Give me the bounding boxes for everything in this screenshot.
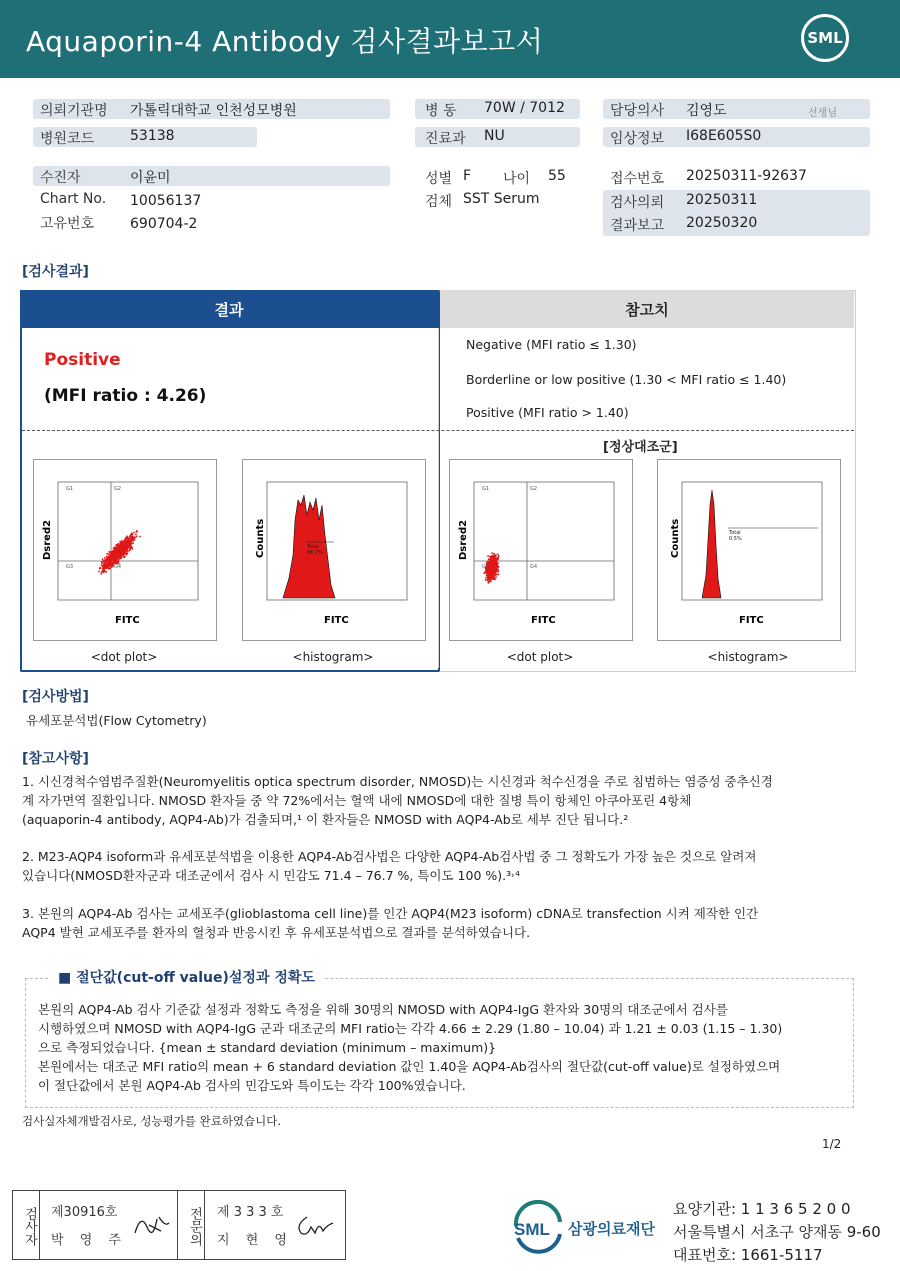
hospcode-value: 53138 <box>130 128 175 144</box>
patient-event-dot <box>114 547 116 549</box>
receipt-value: 20250311-92637 <box>686 168 807 184</box>
control-event-dot <box>497 574 499 576</box>
patient-event-dot <box>135 534 137 536</box>
tester-license: 제30916호 <box>51 1205 118 1220</box>
control-event-dot <box>487 570 489 572</box>
control-event-dot <box>491 574 493 576</box>
control-event-dot <box>487 555 489 557</box>
patient-hist-caption: <histogram> <box>292 650 374 664</box>
patient-event-dot <box>119 544 121 546</box>
control-dot-caption: <dot plot> <box>506 650 574 664</box>
institution-label: 의뢰기관명 <box>40 103 108 119</box>
org-name: 삼광의료재단 <box>568 1220 655 1238</box>
patient-event-dot <box>114 560 116 562</box>
results-section-title: [검사결과] <box>22 264 89 280</box>
x-label-fitc: FITC <box>115 615 140 626</box>
control-event-dot <box>497 557 499 559</box>
control-event-dot <box>495 567 497 569</box>
control-event-dot <box>492 565 494 567</box>
patient-event-dot <box>108 559 110 561</box>
patient-event-dot <box>109 555 111 557</box>
patient-event-dot <box>109 557 111 559</box>
patient-event-dot <box>126 541 128 543</box>
patient-event-dot <box>115 560 117 562</box>
note-1-line-1: 1. 시신경척수염범주질환(Neuromyelitis optica spectrum disorder, NMOSD)는 시신경과 척수신경을 주로 침범하는 염증성 중추신경 <box>22 774 773 789</box>
control-event-dot <box>497 566 499 568</box>
patient-event-dot <box>116 556 118 558</box>
patient-event-dot <box>116 545 118 547</box>
patient-event-dot <box>129 543 131 545</box>
tester-name: 박 영 주 <box>51 1233 127 1248</box>
ctrl-quad-g2: G2 <box>530 486 538 492</box>
patient-event-dot <box>116 551 118 553</box>
specialist-signature <box>293 1211 337 1239</box>
control-event-dot <box>486 573 488 575</box>
note-2-line-2: 있습니다(NMOSD환자군과 대조군에서 검사 시 민감도 71.4 – 76.7 %, 특이도 100 %).³˒⁴ <box>22 868 520 883</box>
patient-event-dot <box>119 557 121 559</box>
patient-event-dot <box>113 556 115 558</box>
patient-event-dot <box>130 545 132 547</box>
patient-event-dot <box>132 542 134 544</box>
patient-event-dot <box>136 536 138 538</box>
patient-event-dot <box>111 558 113 560</box>
control-event-dot <box>495 555 497 557</box>
ctrl-hist-total-label: Total <box>729 530 741 536</box>
role-specialist: 전문의 <box>177 1191 205 1259</box>
control-event-dot <box>497 562 499 564</box>
ctrl-x-label-fitc-hist: FITC <box>739 615 764 626</box>
note-3-line-2: AQP4 발현 교세포주를 환자의 혈청과 반응시킨 후 유세포분석법으로 결과를 분석하였습니다. <box>22 925 531 940</box>
patient-dot-plot <box>33 459 217 641</box>
control-dot-plot <box>449 459 633 641</box>
patient-event-dot <box>127 546 129 548</box>
patient-event-dot <box>125 540 127 542</box>
role-tester: 검사자 <box>13 1191 40 1259</box>
method-section-title: [검사방법] <box>22 689 89 705</box>
patient-event-dot <box>100 573 102 575</box>
patient-event-dot <box>107 557 109 559</box>
patient-event-dot <box>114 553 116 555</box>
patient-event-dot <box>127 537 129 539</box>
patient-event-dot <box>123 551 125 553</box>
quad-g2: G2 <box>114 486 122 492</box>
specimen-value: SST Serum <box>463 191 540 207</box>
patient-event-dot <box>120 550 122 552</box>
sml-logo: SML <box>801 14 849 62</box>
patient-event-dot <box>101 561 103 563</box>
patient-event-dot <box>121 549 123 551</box>
patient-event-dot <box>121 544 123 546</box>
note-2-line-1: 2. M23-AQP4 isoform과 유세포분석법을 이용한 AQP4-Ab검사법은 다양한 AQP4-Ab검사법 중 그 정확도가 가장 높은 것으로 알려져 <box>22 849 757 864</box>
patient-event-dot <box>117 561 119 563</box>
patient-event-dot <box>124 543 126 545</box>
patient-event-dot <box>106 553 108 555</box>
control-event-dot <box>496 574 498 576</box>
patient-event-dot <box>123 557 125 559</box>
ctrl-y-label-dsred: Dsred2 <box>458 519 469 560</box>
patient-value: 이윤미 <box>130 170 171 186</box>
y-label-counts: Counts <box>255 518 266 558</box>
request-value: 20250311 <box>686 192 758 208</box>
cutoff-title: ■ 절단값(cut-off value)설정과 정확도 <box>50 967 323 987</box>
control-event-dot <box>491 570 493 572</box>
age-label: 나이 <box>503 171 531 187</box>
normal-control-label: [정상대조군] <box>603 440 678 455</box>
patient-row <box>33 166 390 186</box>
patient-event-dot <box>129 550 131 552</box>
control-event-dot <box>494 557 496 559</box>
control-event-dot <box>486 561 488 563</box>
patient-event-dot <box>98 571 100 573</box>
patient-event-dot <box>129 540 131 542</box>
doctor-label: 담당의사 <box>610 103 665 119</box>
clinical-value: I68E605S0 <box>686 128 762 144</box>
patient-histogram <box>242 459 426 641</box>
patient-event-dot <box>118 558 120 560</box>
control-event-dot <box>490 566 492 568</box>
patient-event-dot <box>125 548 127 550</box>
ward-label: 병 동 <box>425 103 457 119</box>
institution-value: 가톨릭대학교 인천성모병원 <box>130 103 297 119</box>
hospcode-label: 병원코드 <box>40 131 95 147</box>
patient-event-dot <box>133 532 135 534</box>
patient-event-dot <box>100 567 102 569</box>
patient-label: 수진자 <box>40 170 81 186</box>
ref-borderline: Borderline or low positive (1.30 < MFI ratio ≤ 1.40) <box>466 372 787 387</box>
patient-event-dot <box>107 560 109 562</box>
control-event-dot <box>492 568 494 570</box>
validation-note: 검사실자체개발검사로, 성능평가를 완료하였습니다. <box>22 1114 282 1128</box>
control-event-dot <box>487 579 489 581</box>
control-histogram <box>657 459 841 641</box>
ref-positive: Positive (MFI ratio > 1.40) <box>466 405 629 420</box>
hist-total-patient: 96.7% <box>307 550 323 556</box>
note-1 <box>22 772 862 829</box>
patient-event-dot <box>100 564 102 566</box>
quad-g3: G3 <box>66 564 74 570</box>
patient-dot-caption: <dot plot> <box>90 650 158 664</box>
note-3 <box>22 904 862 942</box>
control-event-dot <box>491 552 493 554</box>
column-divider <box>438 328 439 668</box>
patient-event-dot <box>111 565 113 567</box>
cutoff-line-5: 이 절단값에서 본원 AQP4-Ab 검사의 민감도와 특이도는 각각 100%였습니다. <box>38 1078 466 1093</box>
method-text: 유세포분석법(Flow Cytometry) <box>26 713 207 728</box>
control-event-dot <box>494 570 496 572</box>
control-event-dot <box>490 559 492 561</box>
dashed-divider <box>22 430 854 431</box>
patient-event-dot <box>139 536 141 538</box>
report-header <box>0 0 900 78</box>
patient-event-dot <box>103 562 105 564</box>
patient-event-dot <box>116 547 118 549</box>
control-event-dot <box>493 576 495 578</box>
control-event-dot <box>492 560 494 562</box>
patient-event-dot <box>106 571 108 573</box>
doctor-value: 김영도 <box>686 103 727 119</box>
control-event-dot <box>491 563 493 565</box>
patient-event-dot <box>106 559 108 561</box>
specialist-license: 제 3 3 3 호 <box>217 1205 284 1220</box>
ctrl-hist-total: 0.5% <box>729 536 742 542</box>
report-title: Aquaporin-4 Antibody 검사결과보고서 <box>26 25 544 58</box>
patient-event-dot <box>106 566 108 568</box>
control-event-dot <box>490 557 492 559</box>
age-value: 55 <box>548 168 566 184</box>
patient-event-dot <box>118 545 120 547</box>
patient-event-dot <box>127 552 129 554</box>
patient-event-dot <box>102 558 104 560</box>
ctrl-x-label-fitc: FITC <box>531 615 556 626</box>
ctrl-quad-g3: G3 <box>482 564 490 570</box>
chart-value: 10056137 <box>130 193 202 209</box>
ref-negative: Negative (MFI ratio ≤ 1.30) <box>466 337 637 352</box>
cutoff-text <box>38 1000 848 1095</box>
ctrl-quad-g4: G4 <box>530 564 538 570</box>
patient-event-dot <box>131 534 133 536</box>
result-mfi: (MFI ratio : 4.26) <box>44 386 207 406</box>
patient-event-dot <box>111 560 113 562</box>
hist-total-label: Total <box>307 544 319 550</box>
request-label: 검사의뢰 <box>610 195 665 211</box>
control-event-dot <box>495 576 497 578</box>
cutoff-line-1: 본원의 AQP4-Ab 검사 기준값 설정과 정확도 측정을 위해 30명의 NMOSD with AQP4-IgG 환자와 30명의 대조군에서 검사를 <box>38 1002 728 1017</box>
patient-event-dot <box>133 536 135 538</box>
ctrl-y-label-counts: Counts <box>670 518 681 558</box>
report-value: 20250320 <box>686 215 758 231</box>
clinical-label: 임상정보 <box>610 131 665 147</box>
quad-g4: G4 <box>114 564 122 570</box>
institution-code: 요양기관: 1 1 3 6 5 2 0 0 <box>673 1200 851 1218</box>
note-3-line-1: 3. 본원의 AQP4-Ab 검사는 교세포주(glioblastoma cell line)를 인간 AQP4(M23 isoform) cDNA로 transfection 시켜 제작한 인간 <box>22 906 759 921</box>
result-header: 결과 <box>20 290 438 328</box>
patient-event-dot <box>108 563 110 565</box>
sml-footer-text: SML <box>514 1220 550 1239</box>
control-event-dot <box>483 572 485 574</box>
patient-event-dot <box>118 555 120 557</box>
patient-event-dot <box>102 569 104 571</box>
patient-event-dot <box>130 548 132 550</box>
control-event-dot <box>497 553 499 555</box>
control-event-dot <box>497 559 499 561</box>
control-event-dot <box>496 560 498 562</box>
note-2 <box>22 847 862 885</box>
patient-event-dot <box>125 550 127 552</box>
receipt-label: 접수번호 <box>610 171 665 187</box>
control-event-dot <box>488 582 490 584</box>
control-event-dot <box>494 560 496 562</box>
signature-box <box>12 1190 346 1260</box>
page-number: 1/2 <box>822 1137 842 1151</box>
patient-event-dot <box>119 547 121 549</box>
patient-event-dot <box>117 547 119 549</box>
patient-event-dot <box>104 557 106 559</box>
control-event-dot <box>495 565 497 567</box>
patient-event-dot <box>105 563 107 565</box>
doctor-suffix: 선생님 <box>808 108 837 119</box>
tester-signature <box>131 1209 171 1239</box>
control-event-dot <box>485 579 487 581</box>
patient-event-dot <box>131 536 133 538</box>
result-positive: Positive <box>44 350 121 370</box>
control-histogram-svg <box>658 460 840 640</box>
patient-event-dot <box>104 567 106 569</box>
patient-event-dot <box>108 565 110 567</box>
cutoff-line-4: 본원에서는 대조군 MFI ratio의 mean + 6 standard deviation 값인 1.40을 AQP4-Ab검사의 절단값(cut-off value)로 설정하였으며 <box>38 1059 781 1074</box>
dept-value: NU <box>484 128 505 144</box>
control-hist-caption: <histogram> <box>707 650 789 664</box>
uid-label: 고유번호 <box>40 216 95 232</box>
cutoff-line-3: 으로 측정되었습니다. {mean ± standard deviation (minimum – maximum)} <box>38 1040 497 1055</box>
org-address: 서울특별시 서초구 양재동 9-60 <box>673 1223 881 1241</box>
reference-header: 참고치 <box>440 290 854 328</box>
note-1-line-3: (aquaporin-4 antibody, AQP4-Ab)가 검출되며,¹ 이 환자들은 NMOSD with AQP4-Ab로 세부 진단 됩니다.² <box>22 812 629 827</box>
control-event-dot <box>498 555 500 557</box>
patient-event-dot <box>102 565 104 567</box>
patient-event-dot <box>110 552 112 554</box>
sex-label: 성별 <box>425 171 453 187</box>
sml-footer-logo <box>508 1200 568 1256</box>
control-dot-plot-svg <box>450 460 632 640</box>
patient-event-dot <box>136 531 138 533</box>
patient-event-dot <box>122 547 124 549</box>
control-event-dot <box>490 580 492 582</box>
quad-g1: G1 <box>66 486 74 492</box>
ward-value: 70W / 7012 <box>484 100 565 116</box>
ctrl-quad-g1: G1 <box>482 486 490 492</box>
patient-event-dot <box>117 543 119 545</box>
note-1-line-2: 계 자가면역 질환입니다. NMOSD 환자들 중 약 72%에서는 혈액 내에 NMOSD에 대한 질병 특이 항체인 아쿠아포린 4항체 <box>22 793 692 808</box>
patient-histogram-svg <box>243 460 425 640</box>
control-event-dot <box>497 570 499 572</box>
uid-value: 690704-2 <box>130 216 198 232</box>
patient-dot-plot-svg <box>34 460 216 640</box>
report-label: 결과보고 <box>610 218 665 234</box>
control-event-dot <box>488 576 490 578</box>
notes-section-title: [참고사항] <box>22 751 89 767</box>
specialist-name: 지 현 영 <box>217 1233 293 1248</box>
org-phone: 대표번호: 1661-5117 <box>673 1246 823 1264</box>
patient-event-dot <box>133 538 135 540</box>
sex-value: F <box>463 168 472 184</box>
control-event-dot <box>489 573 491 575</box>
cutoff-line-2: 시행하였으며 NMOSD with AQP4-IgG 군과 대조군의 MFI ratio는 각각 4.66 ± 2.29 (1.80 – 10.04) 과 1.21 ± 0.03 (1.15 – 1.30) <box>38 1021 783 1036</box>
chart-label: Chart No. <box>40 191 107 207</box>
y-label-dsred: Dsred2 <box>42 519 53 560</box>
control-event-dot <box>492 555 494 557</box>
patient-event-dot <box>120 542 122 544</box>
dept-label: 진료과 <box>425 131 466 147</box>
patient-event-dot <box>109 552 111 554</box>
specimen-label: 검체 <box>425 194 453 210</box>
control-event-dot <box>493 553 495 555</box>
control-event-dot <box>484 571 486 573</box>
x-label-fitc-hist: FITC <box>324 615 349 626</box>
patient-event-dot <box>102 568 104 570</box>
patient-event-dot <box>121 554 123 556</box>
